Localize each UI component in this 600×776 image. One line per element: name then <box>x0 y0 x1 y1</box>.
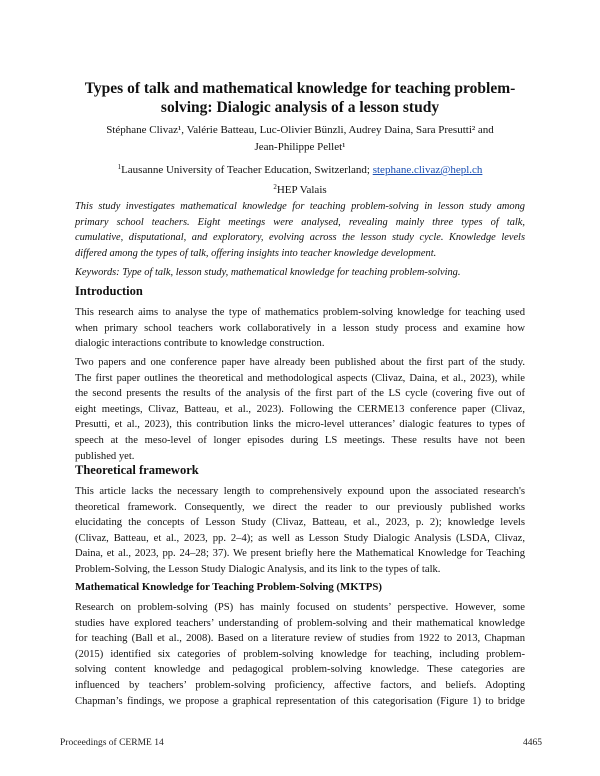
affiliation-2-mark: 2 <box>273 183 277 191</box>
theory-paragraph-1 <box>75 484 525 578</box>
text-line: elucidating the concepts of Lesson Study (Clivaz, Batteau, et al., 2023, p. 2); knowledge levels <box>75 517 525 529</box>
subsection-heading-mktps: Mathematical Knowledge for Teaching Problem-Solving (MKTPS) <box>75 581 382 593</box>
text-line: Chapman’s findings, we propose a graphical representation of this categorisation (Figure 1) to bridge <box>75 695 525 707</box>
text-line: when primary school teachers work collaboratively in a lesson study process and examine how <box>75 322 525 334</box>
text-line: published yet. <box>75 450 135 462</box>
text-line: the second presents the results of the analysis of the first part of the LS cycle (covering five out of <box>75 388 525 400</box>
authors-line: Jean-Philippe Pellet¹ <box>254 141 346 153</box>
text-line: Research on problem-solving (PS) has mainly focused on students’ perspective. However, some <box>75 602 525 613</box>
affiliation-2 <box>60 180 540 197</box>
text-line: speech at the meso-level of longer episodes during LS meetings. These results have not been <box>75 434 525 446</box>
abstract-line: This study investigates mathematical knowledge for teaching problem-solving in lesson study among <box>75 201 525 212</box>
section-heading-introduction: Introduction <box>75 284 143 298</box>
section-heading-theoretical-framework: Theoretical framework <box>75 463 199 477</box>
abstract-line: cumulative, disputational, and exploratory, evolving across the lesson study cycle. Knowledge levels <box>75 232 525 243</box>
title-line: solving: Dialogic analysis of a lesson study <box>160 99 440 116</box>
text-line: influenced by teachers’ problem-solving proficiency, affective factors, and beliefs. Adopting <box>75 679 525 691</box>
text-line: solving content knowledge and pedagogical problem-solving knowledge. These categories are <box>75 664 525 676</box>
text-line: (Clivaz, Batteau, et al., 2023, pp. 2–4); as well as Lesson Study Dialogic Analysis (LSDA, Clivaz, <box>75 532 525 544</box>
text-line: Problem-Solving, the Lesson Study Dialogic Analysis, and its link to the types of talk. <box>75 563 441 575</box>
paper-title <box>70 79 530 117</box>
intro-paragraph-1 <box>75 305 525 352</box>
text-line: dialogic interactions contribute to knowledge construction. <box>75 338 325 350</box>
text-line: eight meetings, Clivaz, Batteau, et al., 2023). Following the CERME13 conference paper (Clivaz, <box>75 403 525 415</box>
abstract-line: differed among the types of talk, offering insights into teacher knowledge development. <box>75 247 437 259</box>
keywords: Keywords: Type of talk, lesson study, mathematical knowledge for teaching problem-solving. <box>75 267 461 278</box>
text-line: theoretical framework. Consequently, we direct the reader to our previously published works <box>75 501 525 513</box>
text-line: for teaching (Ball et al., 2008). Based on a literature review of studies from 1922 to 2013, Chapman <box>75 633 525 645</box>
intro-paragraph-2 <box>75 355 525 464</box>
text-line: Daina, et al., 2023, pp. 24–28; 37). We present briefly here the Mathematical Knowledge for Teaching <box>75 548 525 560</box>
author-list <box>60 122 540 156</box>
affiliation-1-mark: 1 <box>117 163 122 171</box>
footer-proceedings: Proceedings of CERME 14 <box>60 738 164 748</box>
author-email-link[interactable]: stephane.clivaz@hepl.ch <box>372 164 483 176</box>
text-line: (2015) identified six categories of problem-solving knowledge for teaching, including problem- <box>75 648 525 660</box>
abstract-line: primary school teachers. Eight meetings were analysed, revealing mainly three types of talk, <box>75 216 525 228</box>
text-line: Two papers and one conference paper have already been published about the first part of the study. <box>75 357 525 368</box>
affiliation-1 <box>60 160 540 177</box>
text-line: This article lacks the necessary length to comprehensively expound upon the associated research's <box>75 486 525 497</box>
text-line: This research aims to analyse the type of mathematics problem-solving knowledge for teaching used <box>75 307 525 318</box>
text-line: studies have explored teachers’ understanding of problem-solving and their mathematical knowledge <box>75 617 525 629</box>
page-number: 4465 <box>523 738 542 748</box>
affiliation-2-text: HEP Valais <box>276 184 327 196</box>
affiliation-1-text: Lausanne University of Teacher Education, Switzerland; <box>121 164 373 176</box>
abstract <box>75 199 525 261</box>
text-line: Presutti, et al., 2023), this contribution links the micro-level utterances’ dialogic features to types of <box>75 419 525 431</box>
authors-line: Stéphane Clivaz¹, Valérie Batteau, Luc-Olivier Bünzli, Audrey Daina, Sara Presutti² and <box>106 124 494 136</box>
mktps-paragraph-1 <box>75 600 525 709</box>
title-line: Types of talk and mathematical knowledge for teaching problem- <box>84 80 516 97</box>
text-line: The first paper outlines the theoretical and methodological aspects (Clivaz, Daina, et al., 2023), while <box>75 372 525 384</box>
